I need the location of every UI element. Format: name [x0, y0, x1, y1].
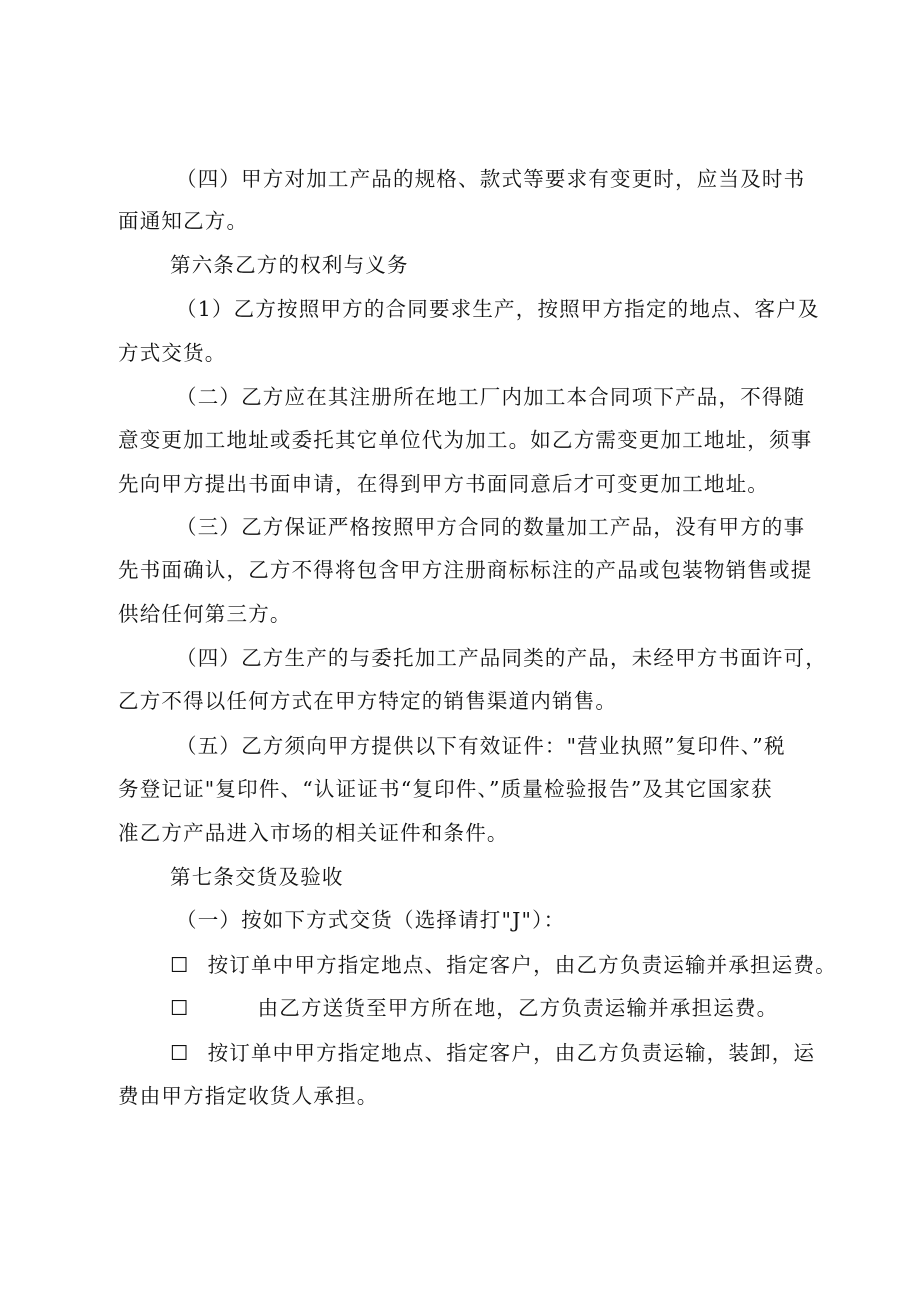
- delivery-option[interactable]: [170, 1040, 815, 1066]
- paragraph-line: （四）甲方对加工产品的规格、款式等要求有变更时，应当及时书: [176, 167, 806, 191]
- paragraph-line: 先向甲方提出书面申请，在得到甲方书面同意后才可变更加工地址。: [118, 472, 769, 496]
- paragraph-line: 方式交货。: [118, 341, 227, 365]
- delivery-option[interactable]: [170, 952, 837, 978]
- checkbox-icon[interactable]: ☐: [170, 996, 190, 1020]
- checkbox-icon[interactable]: ☐: [170, 953, 190, 977]
- delivery-option-label: 由乙方送货至甲方所在地，乙方负责运输并承担运费。: [257, 996, 779, 1020]
- paragraph-line: 乙方不得以任何方式在甲方特定的销售渠道内销售。: [118, 689, 618, 713]
- article-heading: 第七条交货及验收: [170, 865, 344, 889]
- delivery-option-label: 按订单中甲方指定地点、指定客户，由乙方负责运输并承担运费。: [207, 953, 837, 977]
- paragraph-line: （二）乙方应在其注册所在地工厂内加工本合同项下产品，不得随: [176, 385, 806, 409]
- paragraph-line: 意变更加工地址或委托其它单位代为加工。如乙方需变更加工地址，须事: [118, 428, 813, 452]
- paragraph-line: 费由甲方指定收货人承担。: [118, 1084, 379, 1108]
- paragraph-line: （一）按如下方式交货（选择请打"J"）：: [176, 908, 566, 932]
- delivery-option[interactable]: [170, 995, 778, 1021]
- paragraph-line: 准乙方产品进入市场的相关证件和条件。: [118, 821, 509, 845]
- paragraph-line: （四）乙方生产的与委托加工产品同类的产品，未经甲方书面许可，: [176, 646, 827, 670]
- paragraph-line: （五）乙方须向甲方提供以下有效证件："营业执照”复印件、”税: [176, 734, 786, 758]
- delivery-option-label: 按订单中甲方指定地点、指定客户，由乙方负责运输，装卸，运: [207, 1041, 816, 1065]
- paragraph-line: 先书面确认，乙方不得将包含甲方注册商标标注的产品或包装物销售或提: [118, 558, 813, 582]
- paragraph-line: （三）乙方保证严格按照甲方合同的数量加工产品，没有甲方的事: [176, 515, 806, 539]
- checkbox-icon[interactable]: ☐: [170, 1041, 190, 1065]
- paragraph-line: （1）乙方按照甲方的合同要求生产，按照甲方指定的地点、客户及: [176, 297, 820, 321]
- paragraph-line: 面通知乙方。: [118, 209, 249, 233]
- article-heading: 第六条乙方的权利与义务: [170, 253, 409, 277]
- paragraph-line: 供给任何第三方。: [118, 602, 292, 626]
- paragraph-line: 务登记证"复印件、“认证证书“复印件、”质量检验报告”及其它国家获: [118, 777, 773, 801]
